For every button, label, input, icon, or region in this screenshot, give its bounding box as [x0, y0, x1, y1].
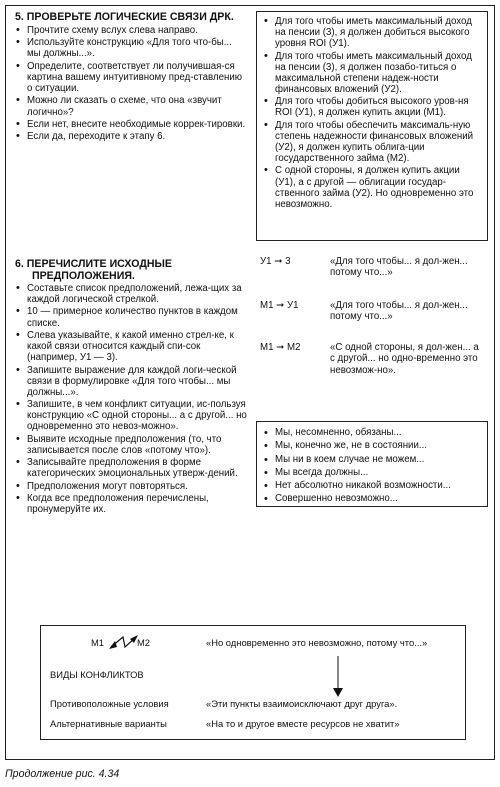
statement-item: • Мы, несомненно, обязаны... [263, 427, 481, 439]
step6-list [15, 283, 247, 517]
step6-title-line: 6. ПЕРЕЧИСЛИТЕ ИСХОДНЫЕ [15, 258, 172, 270]
link-code [260, 342, 300, 353]
step6-item: • Когда все предположения перечислены, пронумеруйте их. [15, 493, 247, 515]
statement-item: • Мы всегда должны... [263, 467, 481, 479]
statement-item: • Мы ни в коем случае не можем... [263, 454, 481, 466]
link-from: М1 [260, 300, 274, 311]
step5-example-box [256, 11, 488, 241]
step6-item: • Запишите, в чем конфликт ситуации, ис-пользуя конструкцию «С одной стороны... а с другой... но одновременно это невоз-можно». [15, 399, 247, 432]
statement-item: • Нет абсолютно никакой возможности... [263, 480, 481, 492]
conflict-type-label: Противоположные условия [50, 698, 169, 709]
statements-list [263, 427, 481, 505]
link-to: М2 [287, 342, 301, 353]
step5-title: 5. ПРОВЕРЬТЕ ЛОГИЧЕСКИЕ СВЯЗИ ДРК. [15, 11, 234, 23]
statement-item: • Совершенно невозможно... [263, 493, 481, 505]
step5-item: • Определите, соответствует ли получившая-ся картина вашему интуитивному пред-ставлению о ситуации. [15, 61, 247, 94]
step6-item: • Выявите исходные предположения (то, что записывается после слов «потому что»). [15, 434, 247, 456]
example-item: • С одной стороны, я должен купить акции (У1), а с другой — облигации государ-ственного займа (У2). Но одновременно это невозможно. [263, 165, 481, 209]
step5-item: • Если нет, внесите необходимые коррек-тировки. [15, 119, 247, 130]
step5-example-list [263, 16, 481, 210]
step6-item: • 10 — примерное количество пунктов в каждом списке. [15, 306, 247, 328]
link-text: «Для того чтобы... я дол-жен... потому что...» [330, 300, 468, 323]
conflict-types-heading: ВИДЫ КОНФЛИКТОВ [50, 669, 144, 680]
right-arrow-icon: ➞ [276, 300, 285, 311]
example-item: • Для того чтобы иметь максимальный доход на пенсии (3), я должен добиться высокого уровня ROI (У1). [263, 16, 481, 49]
step5-item: • Если да, переходите к этапу 6. [15, 131, 247, 142]
example-item: • Для того чтобы добиться высокого уров-ня ROI (У1), я должен купить акции (М1). [263, 96, 481, 118]
conflict-type-label: Альтернативные варианты [50, 718, 167, 729]
conflict-type-text: «На то и другое вместе ресурсов не хватит» [206, 718, 400, 729]
m1-label: М1 [91, 637, 105, 648]
right-arrow-icon: ➞ [276, 342, 285, 353]
link-text: «Для того чтобы... я дол-жен... потому что...» [330, 256, 468, 279]
statements-box [256, 421, 488, 507]
step5-list [15, 25, 247, 144]
link-text: «С одной стороны, я дол-жен... а с другой... но одно-временно это невозмож-но». [330, 342, 479, 376]
step5-item: • Прочтите схему вслух слева направо. [15, 25, 247, 36]
step6-item: • Запишите выражение для каждой логи-ческой связи в формулировке «Для того чтобы... мы должны...». [15, 365, 247, 398]
step5-item: • Используйте конструкцию «Для того что-бы... мы должны...». [15, 37, 247, 59]
step6-title [15, 258, 172, 282]
link-to: 3 [285, 256, 291, 267]
step6-item: • Предположения могут повторяться. [15, 481, 247, 492]
link-code [260, 256, 290, 267]
step5-item: • Можно ли сказать о схеме, что она «звучит логично»? [15, 95, 247, 117]
link-to: У1 [287, 300, 299, 311]
step6-item: • Записывайте предположения в форме категорических эмоциональных утверж-дений. [15, 457, 247, 479]
example-item: • Для того чтобы обеспечить максималь-ную степень надежности финансовых вложений (У2), я должен купить облига-ции государственного займа (М2). [263, 120, 481, 164]
step6-item: • Слева указывайте, к какой именно стрел-ке, к какой связи относится каждый спи-сок (например, У1 — 3). [15, 330, 247, 363]
m2-label: М2 [137, 637, 151, 648]
figure-caption: Продолжение рис. 4.34 [5, 768, 120, 780]
step6-item: • Составьте список предположений, лежа-щих за каждой логической стрелкой. [15, 283, 247, 305]
link-code [260, 300, 299, 311]
conflict-type-text: «Эти пункты взаимоисключают друг друга». [206, 698, 398, 709]
step6-title-line: ПРЕДПОЛОЖЕНИЯ. [32, 270, 135, 282]
link-from: У1 [260, 256, 272, 267]
link-from: М1 [260, 342, 274, 353]
conflict-types-box [40, 625, 466, 740]
conflict-arrow-icon [109, 633, 139, 651]
right-arrow-icon: ➞ [274, 256, 283, 267]
down-arrow-icon [331, 656, 345, 698]
conflict-quote: «Но одновременно это невозможно, потому что...» [206, 637, 428, 648]
statement-item: • Мы, конечно же, не в состоянии... [263, 440, 481, 452]
example-item: • Для того чтобы иметь максимальный доход на пенсии (3), я должен позабо-титься о максимальной степени надеж-ности финансовых вложений (У2). [263, 51, 481, 95]
